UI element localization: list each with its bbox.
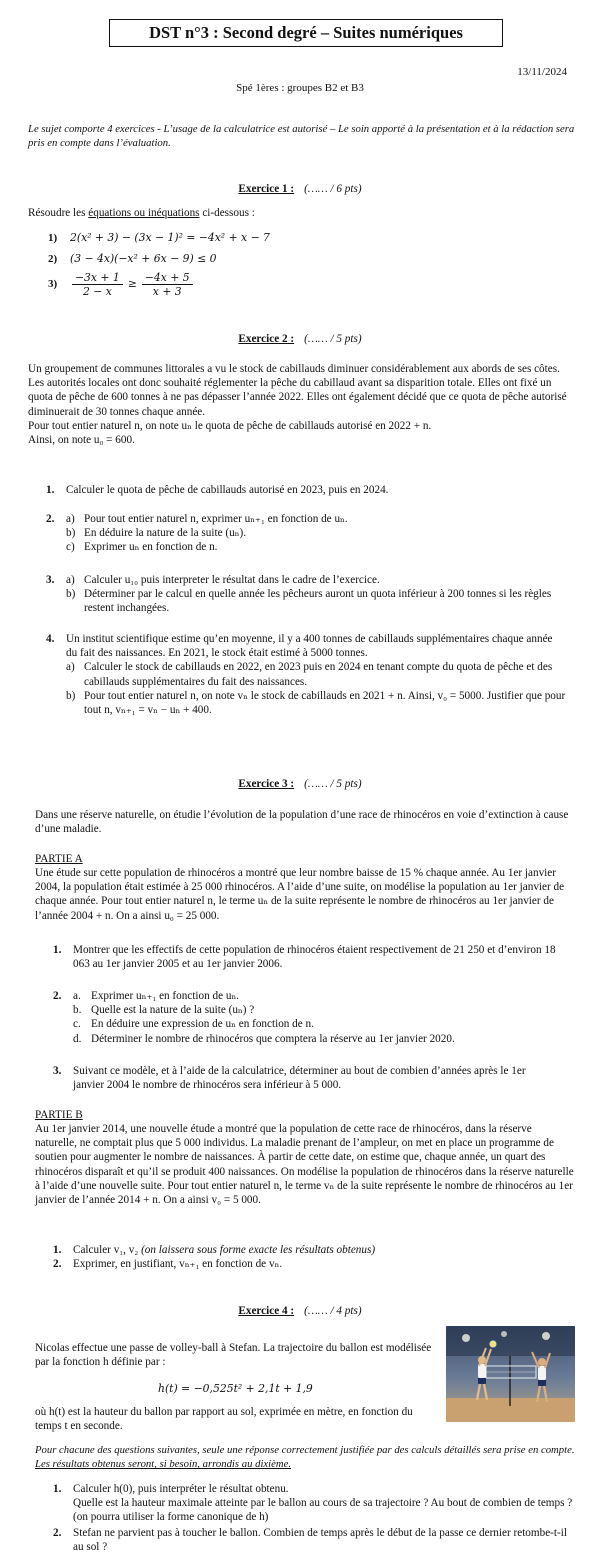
ex2-question-3: 3. a) Calculer u₁₀ puis interpreter le résultat dans le cadre de l’exercice. b) Déterminer par le calcul en quelle année les pêcheurs auront un quota inférieur à 200 tonnes si les règles restent inchangées.	[46, 574, 552, 615]
trajectory-formula: h(t) = −0,525t² + 2,1t + 1,9	[158, 1382, 313, 1395]
date: 13/11/2024	[517, 66, 567, 78]
exercise-3-intro: Dans une réserve naturelle, on étudie l’évolution de la population d’une race de rhinocéros en voie d’extinction à cause d’une maladie.	[35, 809, 569, 836]
ex3-question-a2: 2. a. Exprimer uₙ₊₁ en fonction de uₙ. b. Quelle est la nature de la suite (uₙ) ? c. En déduire une expression de uₙ en fonction de n. d. Déterminer le nombre de rhinocéros que comptera la réserve au 1er janvier 2020.	[53, 990, 455, 1045]
ex3-question-b2: 2. Exprimer, en justifiant, vₙ₊₁ en fonction de vₙ.	[53, 1258, 283, 1270]
equation-2: 2) (3 − 4x)(−x² + 6x − 9) ≤ 0	[48, 252, 217, 265]
exercise-4-definition: où h(t) est la hauteur du ballon par rapport au sol, exprimée en mètre, en fonction du temps t en seconde.	[35, 1406, 413, 1433]
exercise-4-heading: Exercice 4 : (…… / 4 pts)	[238, 1305, 362, 1317]
part-a-text: Une étude sur cette population de rhinocéros a montré que leur nombre baisse de 15 % chaque année. Au 1er janvier 2004, la population était estimée à 25 000 rhinocéros. A l’aide d’une suite, on modélise la population au 1er janvier de chaque année. Pour tout entier naturel n, le terme uₙ de la suite représente le nombre de rhinocéros au 1er janvier de l’année 2004 + n. On a ainsi u₀ = 25 000.	[35, 867, 565, 922]
ex3-question-b1: 1. Calculer v₁, v₂ (on laissera sous forme exacte les résultats obtenus)	[53, 1244, 376, 1256]
exercise-2-heading: Exercice 2 : (…… / 5 pts)	[238, 333, 362, 345]
part-b-text: Au 1er janvier 2014, une nouvelle étude a montré que la population de cette race de rhinocéros, dans la réserve naturelle, ne comptait plus que 5 000 individus. La maladie prenant de l’ampleur, on met en place un programme de soutien pour augmenter le nombre de naissances. À partir de cette date, on estime que, chaque année, un quart des rhinocéros disparaît et qu’il se produit 400 naissances. On modélise la population de rhinocéros dans la réserve naturelle à l’aide d’une nouvelle suite. Pour tout entier naturel n, le terme vₙ de la suite représente le nombre de rhinocéros au 1er janvier de l’année 2014 + n. On a ainsi v₀ = 5 000.	[35, 1123, 574, 1207]
ex2-question-2: 2. a) Pour tout entier naturel n, exprimer uₙ₊₁ en fonction de uₙ. b) En déduire la nature de la suite (uₙ). c) Exprimer uₙ en fonction de n.	[46, 513, 348, 554]
ex3-question-a3: 3. Suivant ce modèle, et à l’aide de la calculatrice, déterminer au bout de combien d’années après le 1er janvier 2004 le nombre de rhinocéros sera inférieur à 5 000.	[53, 1065, 526, 1092]
exercise-1-heading: Exercice 1 : (…… / 6 pts)	[238, 183, 362, 195]
part-b-title: PARTIE B	[35, 1109, 83, 1121]
exercise-1-lead: Résoudre les équations ou inéquations ci-dessous :	[28, 207, 255, 219]
ex3-question-a1: 1. Montrer que les effectifs de cette population de rhinocéros étaient respectivement de 21 250 et d’environ 18 063 au 1er janvier 2005 et au 1er janvier 2006.	[53, 944, 556, 971]
ex2-question-1: 1. Calculer le quota de pêche de cabillauds autorisé en 2023, puis en 2024.	[46, 484, 389, 496]
volleyball-photo	[446, 1326, 575, 1422]
ex4-question-2: 2. Stefan ne parvient pas à toucher le ballon. Combien de temps après le début de la passe ce dernier retombe-t-il au sol ?	[53, 1527, 567, 1554]
instructions: Le sujet comporte 4 exercices - L’usage de la calculatrice est autorisé – Le soin apporté à la présentation et à la rédaction sera pris en compte dans l’évaluation.	[28, 123, 575, 149]
equation-1: 1) 2(x² + 3) − (3x − 1)² = −4x² + x − 7	[48, 231, 270, 244]
inequation-3: 3) $\frac{-3x + 1}{2 - x}$ ≥ $\frac{-4x + 5}{x + 3}$	[48, 271, 195, 298]
exercise-4-text: Nicolas effectue une passe de volley-ball à Stefan. La trajectoire du ballon est modélisée par la fonction h définie par :	[35, 1342, 432, 1369]
exercise-4-note: Pour chacune des questions suivantes, seule une réponse correctement justifiée par des calculs détaillés sera prise en compte. Les résultats obtenus seront, si besoin, arrondis au dixième.	[35, 1444, 575, 1471]
ex2-question-4: 4. Un institut scientifique estime qu’en moyenne, il y a 400 tonnes de cabillauds supplémentaires chaque année du fait des naissances. En 2021, le stock était estimé à 5000 tonnes. a) Calculer le stock de cabillauds en 2022, en 2023 puis en 2024 en tenant compte du quota de pêche et des cabillauds supplémentaires du fait des naissances. b) Pour tout entier naturel n, on note vₙ le stock de cabillauds en 2021 + n. Ainsi, v₀ = 5000. Justifier que pour tout n, vₙ₊₁ = vₙ − uₙ + 400.	[46, 633, 566, 717]
groups: Spé 1ères : groupes B2 et B3	[236, 82, 364, 94]
page-title: DST n°3 : Second degré – Suites numériques	[109, 19, 503, 47]
exercise-2-text: Un groupement de communes littorales a vu le stock de cabillauds diminuer considérablement aux abords de ses côtes. Les autorités locales ont donc souhaité réglementer la pêche du cabillaud avant sa disparition totale. Elles ont fixé un quota de pêche de 600 tonnes à ne pas dépasser l’année 2022. Elles ont également décidé que ce quota de pêche autorisé diminuerait de 30 tonnes chaque année. Pour tout entier naturel n, on note uₙ le quota de pêche de cabillauds autorisé en 2022 + n. Ainsi, on note u₀ = 600.	[28, 363, 567, 447]
part-a-title: PARTIE A	[35, 853, 83, 865]
ex4-question-1: 1. Calculer h(0), puis interpréter le résultat obtenu. Quelle est la hauteur maximale atteinte par le ballon au cours de sa trajectoire ? Au bout de combien de temps ? (on pourra utiliser la forme canonique de h)	[53, 1483, 573, 1524]
exercise-3-heading: Exercice 3 : (…… / 5 pts)	[238, 778, 362, 790]
